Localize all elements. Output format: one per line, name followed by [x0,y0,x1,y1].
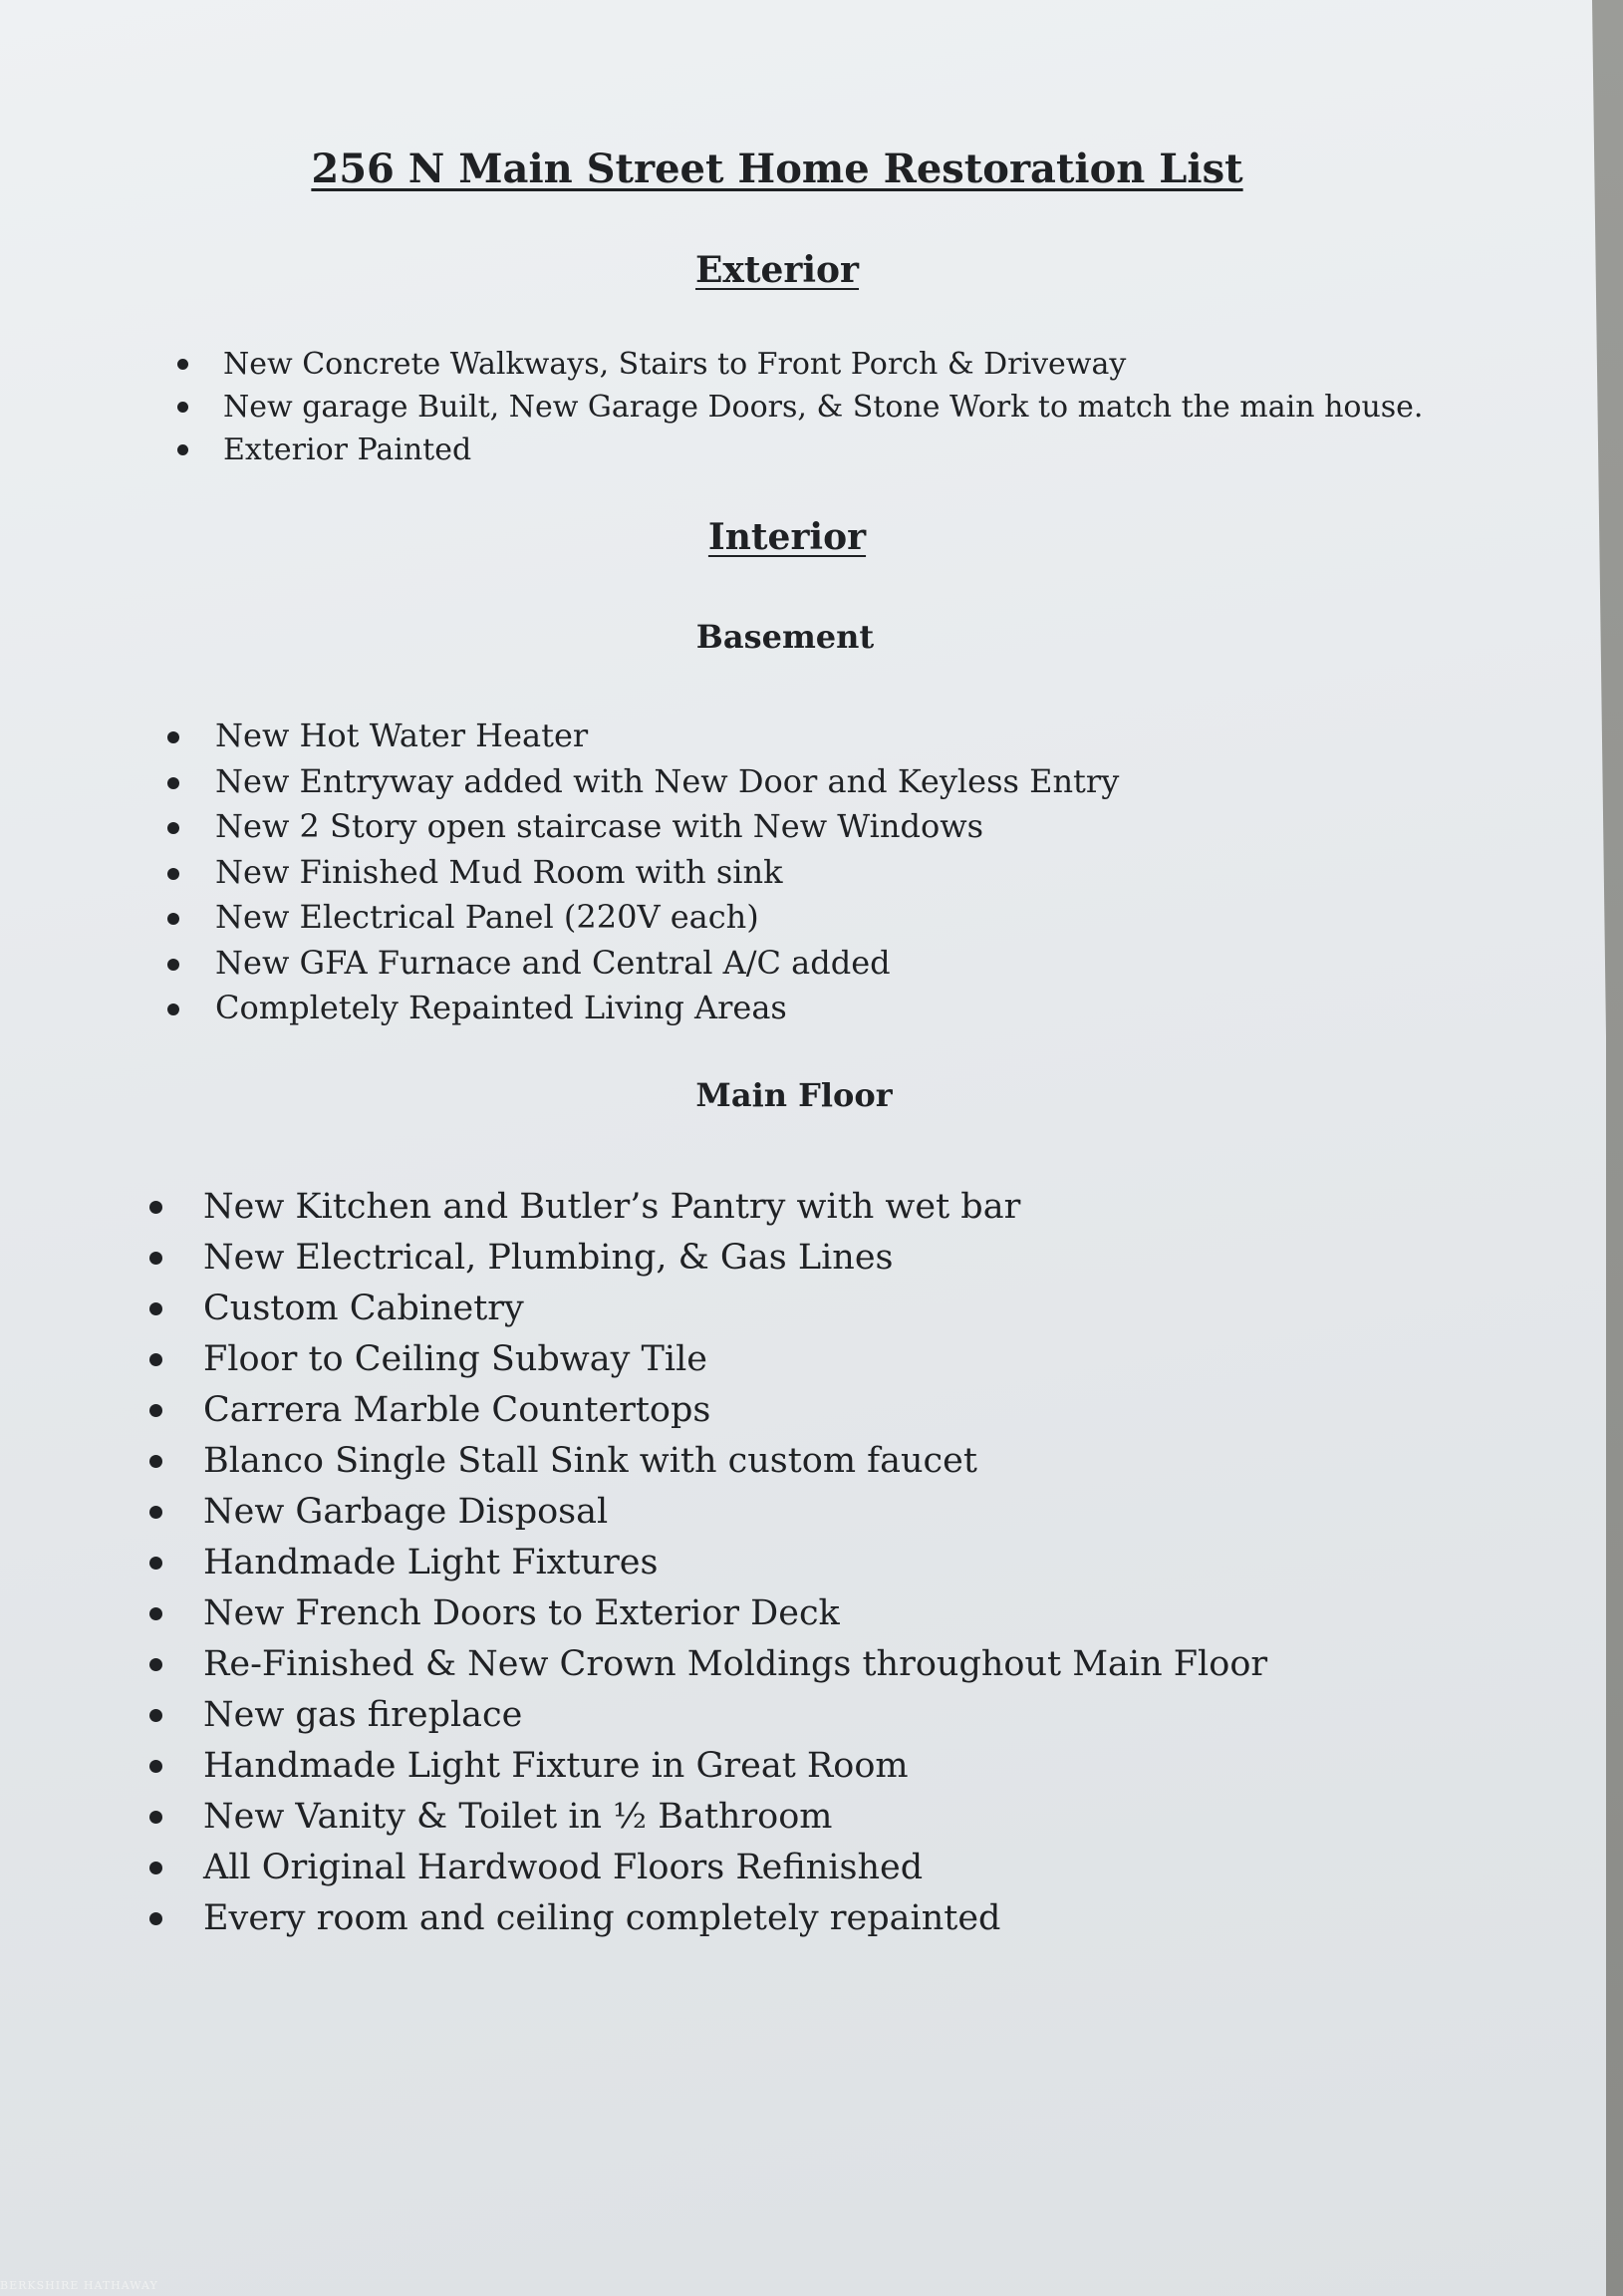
list-item [149,1385,1267,1436]
bullet-icon [167,822,179,834]
list-item-text: New 2 Story open staircase with New Windows [215,807,984,845]
bullet-icon [149,1557,162,1570]
list-item [149,1843,1267,1893]
list-item-text: New gas fireplace [203,1695,523,1735]
list-item [149,1639,1267,1690]
list-item-text: New Electrical Panel (220V each) [215,898,759,936]
basement-list [167,714,1119,1031]
list-item-text: New garage Built, New Garage Doors, & Stone Work to match the main house. [223,390,1424,425]
brokerage-watermark: BERKSHIRE HATHAWAY [0,2279,158,2292]
list-item-text: Custom Cabinetry [203,1289,524,1328]
bullet-icon [149,1709,162,1722]
list-item-text: New GFA Furnace and Central A/C added [215,943,891,982]
list-item-text: New Electrical, Plumbing, & Gas Lines [203,1238,894,1278]
bullet-icon [177,444,188,455]
list-item [149,1893,1267,1944]
list-item-text: Floor to Ceiling Subway Tile [203,1339,707,1379]
list-item [149,1792,1267,1843]
list-item [167,759,1119,805]
list-item-text: Re-Finished & New Crown Moldings throughout Main Floor [203,1644,1268,1684]
bullet-icon [177,402,188,413]
bullet-icon [149,1912,162,1925]
list-item-text: All Original Hardwood Floors Refinished [203,1848,924,1887]
bullet-icon [167,959,179,971]
list-item [149,1741,1267,1792]
list-item [149,1233,1267,1284]
list-item-text: Every room and ceiling completely repainted [203,1898,1001,1938]
interior-heading: Interior [707,516,867,558]
list-item-text: New Hot Water Heater [215,717,589,754]
list-item [149,1487,1267,1538]
list-item [167,941,1119,987]
document-title: 256 N Main Street Home Restoration List [311,145,1243,192]
list-item [167,850,1119,896]
list-item-text: Completely Repainted Living Areas [215,989,787,1026]
list-item-text: Blanco Single Stall Sink with custom faucet [203,1441,977,1481]
list-item-text: Exterior Painted [223,432,472,467]
list-item [167,714,1119,759]
list-item-text: Handmade Light Fixtures [203,1543,659,1582]
list-item [149,1284,1267,1334]
list-item-text: New Kitchen and Butler’s Pantry with wet bar [203,1187,1021,1227]
bullet-icon [177,359,188,370]
list-item [177,343,1423,386]
exterior-list [177,343,1423,471]
bullet-icon [167,731,179,743]
bullet-icon [167,868,179,880]
main-floor-heading: Main Floor [695,1076,893,1114]
bullet-icon [167,777,179,789]
list-item [177,386,1423,429]
bullet-icon [149,1862,162,1874]
bullet-icon [167,1004,179,1015]
bullet-icon [149,1353,162,1366]
bullet-icon [149,1811,162,1824]
list-item-text: New Entryway added with New Door and Keyless Entry [215,761,1120,800]
list-item-text: New French Doors to Exterior Deck [203,1593,840,1633]
bullet-icon [149,1607,162,1620]
list-item-text: Handmade Light Fixture in Great Room [203,1746,909,1786]
bullet-icon [149,1455,162,1468]
list-item-text: New Garbage Disposal [203,1492,609,1532]
exterior-heading: Exterior [694,249,860,291]
bullet-icon [149,1302,162,1315]
list-item-text: Carrera Marble Countertops [203,1390,711,1430]
bullet-icon [167,913,179,925]
list-item [167,986,1119,1031]
bullet-icon [149,1404,162,1417]
bullet-icon [149,1658,162,1671]
list-item [149,1334,1267,1385]
list-item [149,1690,1267,1741]
list-item [167,804,1119,850]
basement-heading: Basement [695,618,875,656]
bullet-icon [149,1506,162,1519]
list-item-text: New Vanity & Toilet in ½ Bathroom [203,1797,833,1837]
list-item [149,1182,1267,1233]
list-item-text: New Concrete Walkways, Stairs to Front Porch & Driveway [223,347,1127,382]
list-item [149,1436,1267,1487]
list-item-text: New Finished Mud Room with sink [215,852,783,891]
list-item [149,1588,1267,1639]
list-item [167,895,1119,941]
bullet-icon [149,1201,162,1214]
main-floor-list [149,1182,1267,1944]
bullet-icon [149,1252,162,1265]
list-item [149,1538,1267,1588]
list-item [177,429,1423,471]
bullet-icon [149,1760,162,1773]
